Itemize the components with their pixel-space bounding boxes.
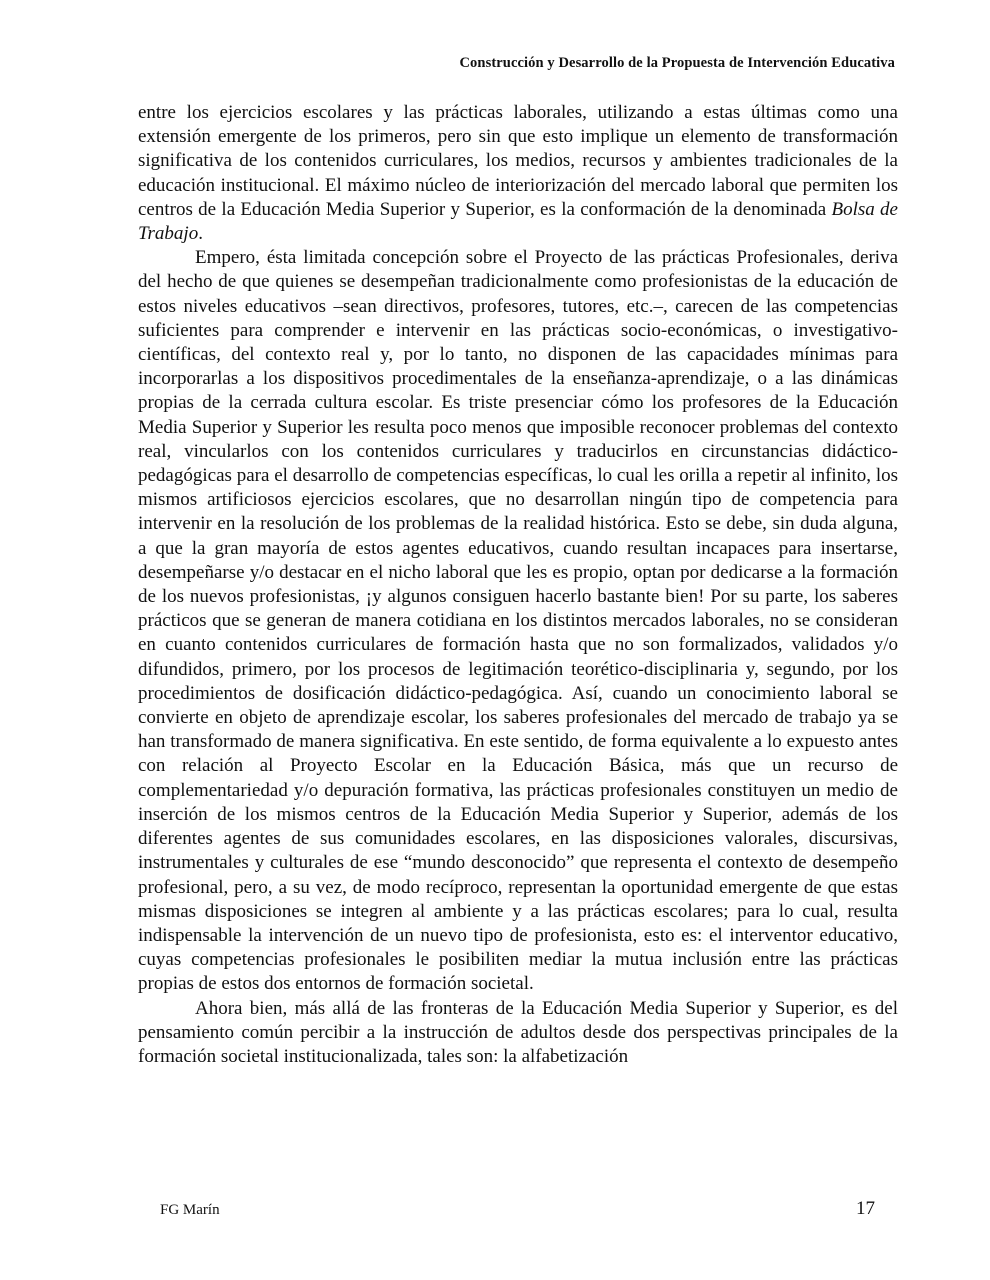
paragraph-1-text: entre los ejercicios escolares y las prácticas laborales, utilizando a estas últimas como una extensión emergente de los primeros, pero sin que esto implique un elemento de transformación significativa de los contenidos curriculares, los medios, recursos y ambientes tradicionales de la educación institucional. El máximo núcleo de interiorización del mercado laboral que permiten los centros de la Educación Media Superior y Superior, es la conformación de la denominada xyxy=(138,102,898,220)
paragraph-1 xyxy=(138,101,898,246)
paragraph-2: Empero, ésta limitada concepción sobre el Proyecto de las prácticas Profesionales, deriva del hecho de que quienes se desempeñan tradicionalmente como profesionistas de la educación de estos niveles educativos –sean directivos, profesores, tutores, etc.–, carecen de las competencias suficientes para comprender e intervenir en las prácticas socio-económicas, o investigativo-científicas, del contexto real y, por lo tanto, no disponen de las capacidades mínimas para incorporarlas a los dispositivos procedimentales de la enseñanza-aprendizaje, o a las dinámicas propias de la cerrada cultura escolar. Es triste presenciar cómo los profesores de la Educación Media Superior y Superior les resulta poco menos que imposible reconocer problemas del contexto real, vincularlos con los contenidos curriculares y traducirlos en circunstancias didáctico-pedagógicas para el desarrollo de competencias específicas, lo cual les orilla a repetir al infinito, los mismos artificiosos ejercicios escolares, que no desarrollan ningún tipo de competencia para intervenir en la resolución de los problemas de la realidad histórica. Esto se debe, sin duda alguna, a que la gran mayoría de estos agentes educativos, cuando resultan incapaces para insertarse, desempeñarse y/o destacar en el nicho laboral que les es propio, optan por dedicarse a la formación de los nuevos profesionistas, ¡y algunos consiguen hacerlo bastante bien! Por su parte, los saberes prácticos que se generan de manera cotidiana en los distintos mercados laborales, no se consideran en cuanto contenidos curriculares de formación hasta que no son formalizados, validados y/o difundidos, primero, por los procesos de legitimación teorético-disciplinaria y, segundo, por los procedimientos de dosificación didáctico-pedagógica. Así, cuando un conocimiento laboral se convierte en objeto de aprendizaje escolar, los saberes profesionales del mercado de trabajo ya se han transformado de manera significativa. En este sentido, de forma equivalente a lo expuesto antes con relación al Proyecto Escolar en la Educación Básica, más que un recurso de complementariedad y/o depuración formativa, las prácticas profesionales constituyen un medio de inserción de los mismos centros de la Educación Media Superior y Superior, además de los diferentes agentes de sus comunidades escolares, en las disposiciones valorales, discursivas, instrumentales y culturales de ese “mundo desconocido” que representa el contexto de desempeño profesional, pero, a su vez, de modo recíproco, representan la oportunidad emergente de que estas mismas disposiciones se integren al ambiente y a las prácticas escolares; para lo cual, resulta indispensable la intervención de un nuevo tipo de profesionista, esto es: el interventor educativo, cuyas competencias profesionales le posibiliten mediar la mutua inclusión entre las prácticas propias de estos dos entornos de formación societal. xyxy=(138,247,898,995)
body-text xyxy=(138,101,898,1069)
footer-author: FG Marín xyxy=(160,1202,220,1218)
bolsa-de-trabajo-term: Bolsa de Trabajo xyxy=(138,198,898,245)
paragraph-1-end: . xyxy=(198,223,203,245)
running-header-title: Construcción y Desarrollo de la Propuesta de Intervención Educativa xyxy=(459,55,895,71)
page-number: 17 xyxy=(856,1198,875,1219)
paragraph-3: Ahora bien, más allá de las fronteras de la Educación Media Superior y Superior, es del pensamiento común percibir a la instrucción de adultos desde dos perspectivas principales de la formación societal institucionalizada, tales son: la alfabetización xyxy=(138,997,898,1067)
